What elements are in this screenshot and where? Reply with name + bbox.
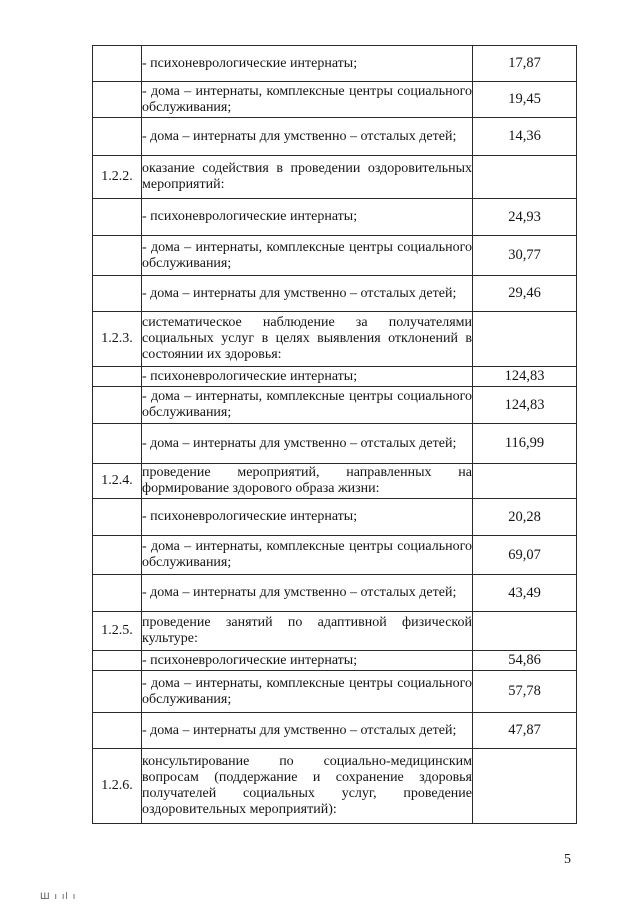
item-value: 29,46: [473, 276, 577, 312]
item-value: 69,07: [473, 536, 577, 575]
item-description: - дома – интернаты для умственно – отсталых детей;: [142, 575, 473, 612]
item-value: [473, 612, 577, 651]
item-number: [93, 367, 142, 387]
item-number: [93, 575, 142, 612]
table-row: [93, 367, 577, 387]
item-description: проведение занятий по адаптивной физической культуре:: [142, 612, 473, 651]
item-number: [93, 651, 142, 671]
table-row: [93, 612, 577, 651]
item-description: - дома – интернаты, комплексные центры социального обслуживания;: [142, 536, 473, 575]
table-row: [93, 312, 577, 367]
item-number: 1.2.2.: [93, 156, 142, 199]
item-description: - дома – интернаты для умственно – отсталых детей;: [142, 118, 473, 156]
item-number: 1.2.6.: [93, 749, 142, 824]
item-value: 54,86: [473, 651, 577, 671]
item-description: - психоневрологические интернаты;: [142, 651, 473, 671]
table-row: [93, 499, 577, 536]
table-row: [93, 199, 577, 236]
item-value: [473, 749, 577, 824]
table-row: [93, 671, 577, 713]
item-number: [93, 499, 142, 536]
item-description: - дома – интернаты для умственно – отсталых детей;: [142, 713, 473, 749]
table-row: [93, 156, 577, 199]
item-number: [93, 276, 142, 312]
item-number: 1.2.5.: [93, 612, 142, 651]
item-value: 17,87: [473, 46, 577, 82]
item-number: [93, 387, 142, 424]
table-row: [93, 387, 577, 424]
item-description: - психоневрологические интернаты;: [142, 367, 473, 387]
item-description: - дома – интернаты, комплексные центры социального обслуживания;: [142, 387, 473, 424]
item-number: [93, 713, 142, 749]
item-number: [93, 236, 142, 276]
table-row: [93, 713, 577, 749]
table-row: [93, 236, 577, 276]
item-description: - дома – интернаты для умственно – отсталых детей;: [142, 424, 473, 464]
item-value: 24,93: [473, 199, 577, 236]
table-row: [93, 46, 577, 82]
item-value: 30,77: [473, 236, 577, 276]
item-description: - дома – интернаты, комплексные центры социального обслуживания;: [142, 82, 473, 118]
table-row: [93, 82, 577, 118]
item-number: [93, 118, 142, 156]
item-value: 124,83: [473, 367, 577, 387]
item-number: [93, 424, 142, 464]
item-number: [93, 199, 142, 236]
item-number: 1.2.3.: [93, 312, 142, 367]
tariff-table: [92, 45, 577, 824]
item-number: [93, 536, 142, 575]
scan-marks: Ш ı ıl ı: [40, 892, 77, 902]
item-description: - психоневрологические интернаты;: [142, 499, 473, 536]
item-description: - психоневрологические интернаты;: [142, 46, 473, 82]
item-value: 124,83: [473, 387, 577, 424]
item-value: 43,49: [473, 575, 577, 612]
table-row: [93, 575, 577, 612]
table-row: [93, 651, 577, 671]
table-row: [93, 464, 577, 499]
item-description: - дома – интернаты, комплексные центры социального обслуживания;: [142, 671, 473, 713]
item-value: [473, 156, 577, 199]
table-row: [93, 276, 577, 312]
item-description: систематическое наблюдение за получателями социальных услуг в целях выявления отклонений в состоянии их здоровья:: [142, 312, 473, 367]
item-value: 19,45: [473, 82, 577, 118]
item-value: 47,87: [473, 713, 577, 749]
item-value: 57,78: [473, 671, 577, 713]
item-number: 1.2.4.: [93, 464, 142, 499]
item-value: 116,99: [473, 424, 577, 464]
item-description: - психоневрологические интернаты;: [142, 199, 473, 236]
item-number: [93, 671, 142, 713]
item-description: - дома – интернаты для умственно – отсталых детей;: [142, 276, 473, 312]
item-description: - дома – интернаты, комплексные центры социального обслуживания;: [142, 236, 473, 276]
item-value: [473, 464, 577, 499]
item-number: [93, 82, 142, 118]
table-row: [93, 118, 577, 156]
table-row: [93, 424, 577, 464]
item-value: [473, 312, 577, 367]
item-description: консультирование по социально-медицинским вопросам (поддержание и сохранение здоровья получателей социальных услуг, проведение оздоровительных мероприятий):: [142, 749, 473, 824]
item-value: 20,28: [473, 499, 577, 536]
item-number: [93, 46, 142, 82]
item-value: 14,36: [473, 118, 577, 156]
item-description: проведение мероприятий, направленных на формирование здорового образа жизни:: [142, 464, 473, 499]
item-description: оказание содействия в проведении оздоровительных мероприятий:: [142, 156, 473, 199]
page-number: 5: [564, 852, 571, 867]
table-row: [93, 536, 577, 575]
table-row: [93, 749, 577, 824]
